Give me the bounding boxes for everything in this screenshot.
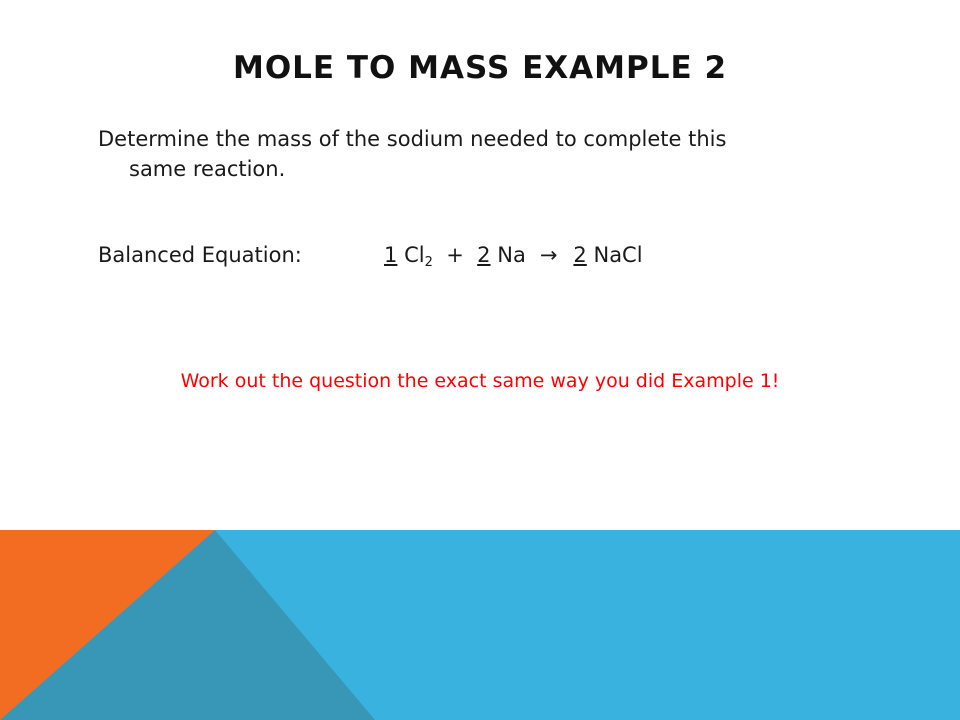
plus-sign: + xyxy=(446,243,464,267)
chlorine-symbol: Cl xyxy=(404,243,425,267)
question-line-2: same reaction. xyxy=(129,157,286,181)
question-line-1: Determine the mass of the sodium needed to complete this xyxy=(98,127,727,151)
instruction-note: Work out the question the exact same way you did Example 1! xyxy=(180,370,780,392)
slide-title: MOLE TO MASS EXAMPLE 2 xyxy=(232,50,728,86)
reactant-sodium: Na xyxy=(497,243,526,267)
coefficient-nacl: 2 xyxy=(573,243,587,267)
coefficient-na: 2 xyxy=(477,243,491,267)
product-sodium-chloride: NaCl xyxy=(593,243,643,267)
reaction-arrow-icon: → xyxy=(539,243,558,267)
footer-decoration xyxy=(0,530,960,720)
chlorine-subscript: 2 xyxy=(424,255,433,270)
balanced-equation xyxy=(98,240,643,270)
equation-label: Balanced Equation: xyxy=(98,243,302,267)
coefficient-cl2: 1 xyxy=(384,243,398,267)
reactant-chlorine xyxy=(404,243,433,270)
question-text xyxy=(98,124,858,184)
